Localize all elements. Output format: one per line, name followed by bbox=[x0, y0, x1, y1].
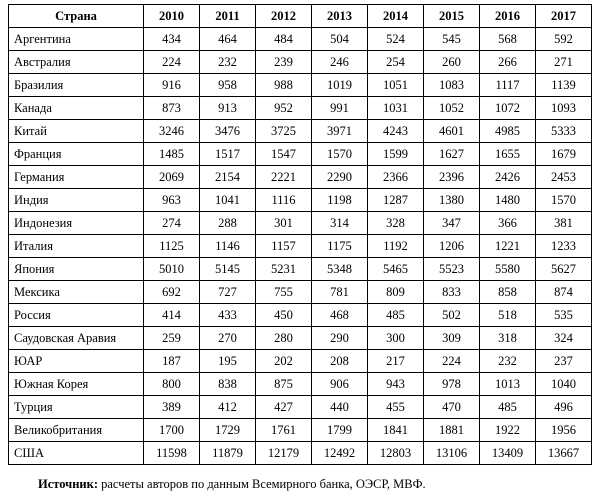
value-cell: 314 bbox=[312, 212, 368, 235]
country-cell: Франция bbox=[9, 143, 144, 166]
value-cell: 4985 bbox=[480, 120, 536, 143]
table-row bbox=[9, 396, 592, 419]
value-cell: 2453 bbox=[536, 166, 592, 189]
value-cell: 271 bbox=[536, 51, 592, 74]
country-cell: Китай bbox=[9, 120, 144, 143]
value-cell: 1083 bbox=[424, 74, 480, 97]
value-cell: 440 bbox=[312, 396, 368, 419]
value-cell: 1072 bbox=[480, 97, 536, 120]
table-row bbox=[9, 212, 592, 235]
table-row bbox=[9, 419, 592, 442]
value-cell: 347 bbox=[424, 212, 480, 235]
country-cell: Италия bbox=[9, 235, 144, 258]
value-cell: 2221 bbox=[256, 166, 312, 189]
source-text: расчеты авторов по данным Всемирного банка, ОЭСР, МВФ. bbox=[98, 477, 426, 491]
header-cell-year: 2011 bbox=[200, 5, 256, 28]
value-cell: 1052 bbox=[424, 97, 480, 120]
value-cell: 5627 bbox=[536, 258, 592, 281]
value-cell: 485 bbox=[368, 304, 424, 327]
value-cell: 280 bbox=[256, 327, 312, 350]
value-cell: 1956 bbox=[536, 419, 592, 442]
value-cell: 1013 bbox=[480, 373, 536, 396]
value-cell: 202 bbox=[256, 350, 312, 373]
value-cell: 958 bbox=[200, 74, 256, 97]
value-cell: 324 bbox=[536, 327, 592, 350]
value-cell: 12179 bbox=[256, 442, 312, 465]
value-cell: 433 bbox=[200, 304, 256, 327]
table-row bbox=[9, 373, 592, 396]
value-cell: 237 bbox=[536, 350, 592, 373]
value-cell: 1175 bbox=[312, 235, 368, 258]
country-cell: Австралия bbox=[9, 51, 144, 74]
value-cell: 858 bbox=[480, 281, 536, 304]
value-cell: 1700 bbox=[144, 419, 200, 442]
value-cell: 1799 bbox=[312, 419, 368, 442]
value-cell: 535 bbox=[536, 304, 592, 327]
value-cell: 1570 bbox=[536, 189, 592, 212]
value-cell: 455 bbox=[368, 396, 424, 419]
value-cell: 1125 bbox=[144, 235, 200, 258]
value-cell: 1380 bbox=[424, 189, 480, 212]
value-cell: 224 bbox=[144, 51, 200, 74]
value-cell: 195 bbox=[200, 350, 256, 373]
table-body bbox=[9, 28, 592, 465]
value-cell: 1517 bbox=[200, 143, 256, 166]
value-cell: 809 bbox=[368, 281, 424, 304]
value-cell: 3725 bbox=[256, 120, 312, 143]
value-cell: 2069 bbox=[144, 166, 200, 189]
country-cell: Аргентина bbox=[9, 28, 144, 51]
value-cell: 13106 bbox=[424, 442, 480, 465]
value-cell: 5333 bbox=[536, 120, 592, 143]
data-table bbox=[8, 4, 592, 465]
value-cell: 270 bbox=[200, 327, 256, 350]
value-cell: 11598 bbox=[144, 442, 200, 465]
value-cell: 5348 bbox=[312, 258, 368, 281]
table-row bbox=[9, 442, 592, 465]
value-cell: 2396 bbox=[424, 166, 480, 189]
value-cell: 1570 bbox=[312, 143, 368, 166]
value-cell: 1599 bbox=[368, 143, 424, 166]
table-row bbox=[9, 143, 592, 166]
value-cell: 1761 bbox=[256, 419, 312, 442]
value-cell: 988 bbox=[256, 74, 312, 97]
value-cell: 781 bbox=[312, 281, 368, 304]
value-cell: 13409 bbox=[480, 442, 536, 465]
value-cell: 1221 bbox=[480, 235, 536, 258]
country-cell: Турция bbox=[9, 396, 144, 419]
value-cell: 5580 bbox=[480, 258, 536, 281]
value-cell: 389 bbox=[144, 396, 200, 419]
country-cell: Мексика bbox=[9, 281, 144, 304]
value-cell: 1139 bbox=[536, 74, 592, 97]
table-row bbox=[9, 189, 592, 212]
value-cell: 300 bbox=[368, 327, 424, 350]
value-cell: 913 bbox=[200, 97, 256, 120]
value-cell: 518 bbox=[480, 304, 536, 327]
value-cell: 2154 bbox=[200, 166, 256, 189]
table-row bbox=[9, 304, 592, 327]
value-cell: 288 bbox=[200, 212, 256, 235]
value-cell: 1547 bbox=[256, 143, 312, 166]
value-cell: 208 bbox=[312, 350, 368, 373]
value-cell: 427 bbox=[256, 396, 312, 419]
header-cell-year: 2012 bbox=[256, 5, 312, 28]
value-cell: 545 bbox=[424, 28, 480, 51]
country-cell: Россия bbox=[9, 304, 144, 327]
value-cell: 875 bbox=[256, 373, 312, 396]
source-note bbox=[38, 477, 426, 492]
value-cell: 12803 bbox=[368, 442, 424, 465]
value-cell: 963 bbox=[144, 189, 200, 212]
value-cell: 12492 bbox=[312, 442, 368, 465]
value-cell: 290 bbox=[312, 327, 368, 350]
value-cell: 1041 bbox=[200, 189, 256, 212]
value-cell: 1679 bbox=[536, 143, 592, 166]
value-cell: 1881 bbox=[424, 419, 480, 442]
value-cell: 484 bbox=[256, 28, 312, 51]
header-cell-country: Страна bbox=[9, 5, 144, 28]
header-cell-year: 2016 bbox=[480, 5, 536, 28]
header-cell-year: 2015 bbox=[424, 5, 480, 28]
value-cell: 259 bbox=[144, 327, 200, 350]
value-cell: 1287 bbox=[368, 189, 424, 212]
value-cell: 833 bbox=[424, 281, 480, 304]
country-cell: Индия bbox=[9, 189, 144, 212]
value-cell: 1116 bbox=[256, 189, 312, 212]
value-cell: 1233 bbox=[536, 235, 592, 258]
value-cell: 3476 bbox=[200, 120, 256, 143]
source-label: Источник: bbox=[38, 477, 98, 491]
value-cell: 254 bbox=[368, 51, 424, 74]
value-cell: 232 bbox=[200, 51, 256, 74]
value-cell: 468 bbox=[312, 304, 368, 327]
value-cell: 13667 bbox=[536, 442, 592, 465]
value-cell: 1198 bbox=[312, 189, 368, 212]
value-cell: 1093 bbox=[536, 97, 592, 120]
value-cell: 1117 bbox=[480, 74, 536, 97]
country-cell: Южная Корея bbox=[9, 373, 144, 396]
table-row bbox=[9, 97, 592, 120]
value-cell: 301 bbox=[256, 212, 312, 235]
value-cell: 414 bbox=[144, 304, 200, 327]
value-cell: 524 bbox=[368, 28, 424, 51]
value-cell: 1485 bbox=[144, 143, 200, 166]
value-cell: 4601 bbox=[424, 120, 480, 143]
value-cell: 2290 bbox=[312, 166, 368, 189]
value-cell: 1031 bbox=[368, 97, 424, 120]
value-cell: 755 bbox=[256, 281, 312, 304]
header-cell-year: 2013 bbox=[312, 5, 368, 28]
value-cell: 412 bbox=[200, 396, 256, 419]
value-cell: 1480 bbox=[480, 189, 536, 212]
value-cell: 1729 bbox=[200, 419, 256, 442]
value-cell: 1841 bbox=[368, 419, 424, 442]
value-cell: 5010 bbox=[144, 258, 200, 281]
value-cell: 1655 bbox=[480, 143, 536, 166]
value-cell: 1051 bbox=[368, 74, 424, 97]
country-cell: Япония bbox=[9, 258, 144, 281]
value-cell: 434 bbox=[144, 28, 200, 51]
value-cell: 504 bbox=[312, 28, 368, 51]
table-row bbox=[9, 74, 592, 97]
value-cell: 978 bbox=[424, 373, 480, 396]
value-cell: 874 bbox=[536, 281, 592, 304]
value-cell: 800 bbox=[144, 373, 200, 396]
value-cell: 873 bbox=[144, 97, 200, 120]
value-cell: 943 bbox=[368, 373, 424, 396]
value-cell: 838 bbox=[200, 373, 256, 396]
value-cell: 1146 bbox=[200, 235, 256, 258]
header-cell-year: 2017 bbox=[536, 5, 592, 28]
value-cell: 5231 bbox=[256, 258, 312, 281]
header-cell-year: 2014 bbox=[368, 5, 424, 28]
header-row bbox=[9, 5, 592, 28]
country-cell: Великобритания bbox=[9, 419, 144, 442]
table-row bbox=[9, 51, 592, 74]
value-cell: 1627 bbox=[424, 143, 480, 166]
table-row bbox=[9, 235, 592, 258]
header-cell-year: 2010 bbox=[144, 5, 200, 28]
value-cell: 1157 bbox=[256, 235, 312, 258]
value-cell: 2426 bbox=[480, 166, 536, 189]
value-cell: 991 bbox=[312, 97, 368, 120]
value-cell: 1206 bbox=[424, 235, 480, 258]
value-cell: 3246 bbox=[144, 120, 200, 143]
table-row bbox=[9, 327, 592, 350]
value-cell: 502 bbox=[424, 304, 480, 327]
table-row bbox=[9, 120, 592, 143]
table-row bbox=[9, 350, 592, 373]
value-cell: 260 bbox=[424, 51, 480, 74]
country-cell: ЮАР bbox=[9, 350, 144, 373]
value-cell: 187 bbox=[144, 350, 200, 373]
value-cell: 1922 bbox=[480, 419, 536, 442]
value-cell: 5465 bbox=[368, 258, 424, 281]
country-cell: США bbox=[9, 442, 144, 465]
value-cell: 3971 bbox=[312, 120, 368, 143]
value-cell: 5523 bbox=[424, 258, 480, 281]
value-cell: 274 bbox=[144, 212, 200, 235]
value-cell: 450 bbox=[256, 304, 312, 327]
value-cell: 266 bbox=[480, 51, 536, 74]
country-cell: Канада bbox=[9, 97, 144, 120]
value-cell: 309 bbox=[424, 327, 480, 350]
value-cell: 470 bbox=[424, 396, 480, 419]
value-cell: 239 bbox=[256, 51, 312, 74]
value-cell: 592 bbox=[536, 28, 592, 51]
value-cell: 568 bbox=[480, 28, 536, 51]
value-cell: 692 bbox=[144, 281, 200, 304]
country-cell: Бразилия bbox=[9, 74, 144, 97]
value-cell: 916 bbox=[144, 74, 200, 97]
table-row bbox=[9, 28, 592, 51]
value-cell: 1192 bbox=[368, 235, 424, 258]
table-row bbox=[9, 166, 592, 189]
value-cell: 381 bbox=[536, 212, 592, 235]
value-cell: 952 bbox=[256, 97, 312, 120]
table-row bbox=[9, 281, 592, 304]
value-cell: 485 bbox=[480, 396, 536, 419]
value-cell: 496 bbox=[536, 396, 592, 419]
value-cell: 2366 bbox=[368, 166, 424, 189]
value-cell: 906 bbox=[312, 373, 368, 396]
value-cell: 232 bbox=[480, 350, 536, 373]
value-cell: 1040 bbox=[536, 373, 592, 396]
value-cell: 246 bbox=[312, 51, 368, 74]
table-row bbox=[9, 258, 592, 281]
value-cell: 328 bbox=[368, 212, 424, 235]
value-cell: 217 bbox=[368, 350, 424, 373]
value-cell: 464 bbox=[200, 28, 256, 51]
country-cell: Индонезия bbox=[9, 212, 144, 235]
value-cell: 366 bbox=[480, 212, 536, 235]
value-cell: 11879 bbox=[200, 442, 256, 465]
country-cell: Саудовская Аравия bbox=[9, 327, 144, 350]
value-cell: 1019 bbox=[312, 74, 368, 97]
country-cell: Германия bbox=[9, 166, 144, 189]
value-cell: 224 bbox=[424, 350, 480, 373]
value-cell: 318 bbox=[480, 327, 536, 350]
value-cell: 5145 bbox=[200, 258, 256, 281]
value-cell: 727 bbox=[200, 281, 256, 304]
value-cell: 4243 bbox=[368, 120, 424, 143]
